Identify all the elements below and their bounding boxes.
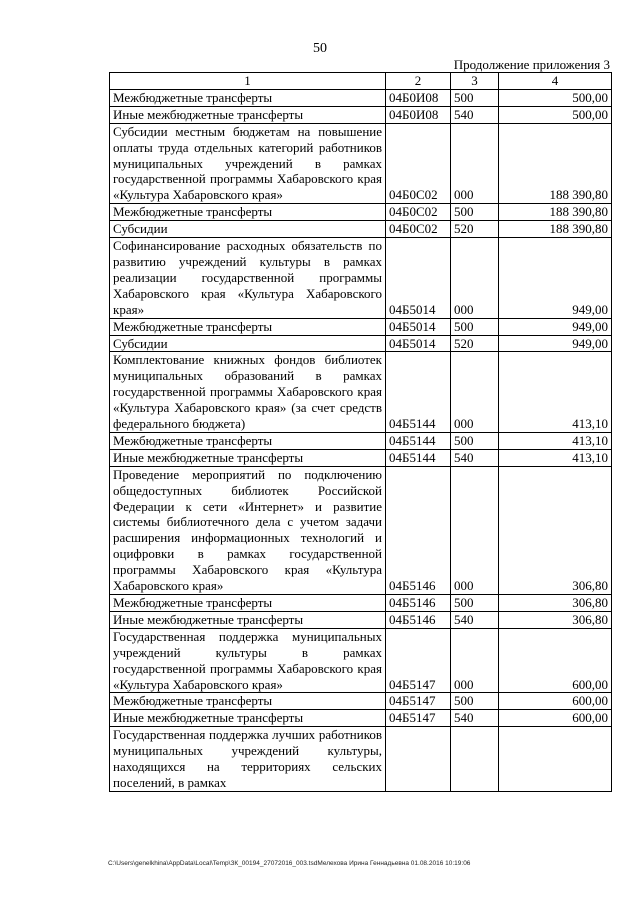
table-row [110,710,612,727]
row-type-cell: 000 [451,123,499,204]
row-code-cell: 04Б0И08 [386,89,451,106]
row-code-cell: 04Б0С02 [386,123,451,204]
row-code-cell: 04Б5147 [386,693,451,710]
row-name-cell: Проведение мероприятий по подключению общедоступных библиотек Российской Федерации к сети «Интернет» и развитие системы библиотечного дела с учетом задачи расширения информационных технологий и оцифровки в рамках государственной программы Хабаровского края «Культура Хабаровского края» [110,466,386,594]
row-code-cell: 04Б5144 [386,449,451,466]
row-amount-cell: 306,80 [499,611,612,628]
table-row [110,352,612,433]
row-type-cell: 520 [451,221,499,238]
row-name-cell: Комплектование книжных фондов библиотек муниципальных образований в рамках государственной программы Хабаровского края «Культура Хабаровского края» (за счет средств федерального бюджета) [110,352,386,433]
row-type-cell: 000 [451,628,499,693]
row-code-cell: 04Б0С02 [386,204,451,221]
row-code-cell: 04Б5147 [386,710,451,727]
row-name-cell: Иные межбюджетные трансферты [110,710,386,727]
row-name-cell: Иные межбюджетные трансферты [110,449,386,466]
header-col-1: 1 [110,73,386,90]
row-code-cell: 04Б5014 [386,318,451,335]
row-name-cell: Иные межбюджетные трансферты [110,106,386,123]
table-row [110,628,612,693]
table-row [110,432,612,449]
budget-table [109,72,612,792]
header-col-4: 4 [499,73,612,90]
table-row [110,727,612,792]
row-amount-cell: 306,80 [499,466,612,594]
table-row [110,238,612,319]
row-name-cell: Межбюджетные трансферты [110,89,386,106]
header-col-3: 3 [451,73,499,90]
row-amount-cell: 188 390,80 [499,123,612,204]
row-amount-cell: 500,00 [499,106,612,123]
row-amount-cell: 188 390,80 [499,221,612,238]
row-name-cell: Межбюджетные трансферты [110,318,386,335]
row-amount-cell: 413,10 [499,449,612,466]
row-amount-cell: 949,00 [499,238,612,319]
row-name-cell: Софинансирование расходных обязательств по развитию учреждений культуры в рамках реализации государственной программы Хабаровского края «Культура Хабаровского края» [110,238,386,319]
row-code-cell: 04Б5146 [386,611,451,628]
row-name-cell: Межбюджетные трансферты [110,432,386,449]
row-code-cell: 04Б5146 [386,466,451,594]
row-amount-cell: 600,00 [499,628,612,693]
table-row [110,693,612,710]
row-amount-cell: 500,00 [499,89,612,106]
row-code-cell: 04Б0С02 [386,221,451,238]
row-type-cell [451,727,499,792]
row-amount-cell: 188 390,80 [499,204,612,221]
row-type-cell: 500 [451,204,499,221]
row-type-cell: 500 [451,318,499,335]
row-name-cell: Государственная поддержка муниципальных учреждений культуры в рамках государственной программы Хабаровского края «Культура Хабаровского края» [110,628,386,693]
row-name-cell: Межбюджетные трансферты [110,693,386,710]
row-type-cell: 500 [451,595,499,612]
table-row [110,335,612,352]
row-name-cell: Государственная поддержка лучших работников муниципальных учреждений культуры, находящихся на территориях сельских поселений, в рамках [110,727,386,792]
table-row [110,106,612,123]
page-number: 50 [313,41,327,56]
row-name-cell: Межбюджетные трансферты [110,595,386,612]
row-type-cell: 540 [451,449,499,466]
row-type-cell: 520 [451,335,499,352]
table-row [110,595,612,612]
row-code-cell: 04Б5144 [386,352,451,433]
row-name-cell: Субсидии [110,221,386,238]
row-type-cell: 500 [451,432,499,449]
row-amount-cell: 306,80 [499,595,612,612]
file-path-footer: C:\Users\genelkhina\AppData\Local\Temp\ЗК_00194_27072016_003.tsdМелехова Ирина Геннадьевна 01.08.2016 10:19:06 [108,860,471,867]
table-row [110,611,612,628]
table-row [110,123,612,204]
row-amount-cell: 413,10 [499,432,612,449]
row-code-cell: 04Б5146 [386,595,451,612]
row-name-cell: Иные межбюджетные трансферты [110,611,386,628]
row-amount-cell: 600,00 [499,710,612,727]
appendix-continuation-label: Продолжение приложения 3 [453,57,610,72]
table-row [110,466,612,594]
table-row [110,449,612,466]
row-name-cell: Межбюджетные трансферты [110,204,386,221]
row-type-cell: 000 [451,352,499,433]
row-type-cell: 500 [451,693,499,710]
row-code-cell: 04Б5144 [386,432,451,449]
row-code-cell: 04Б0И08 [386,106,451,123]
row-name-cell: Субсидии [110,335,386,352]
row-code-cell [386,727,451,792]
row-code-cell: 04Б5014 [386,238,451,319]
row-amount-cell: 949,00 [499,335,612,352]
row-code-cell: 04Б5014 [386,335,451,352]
row-amount-cell [499,727,612,792]
row-type-cell: 000 [451,238,499,319]
table-row [110,318,612,335]
table-body [110,89,612,791]
row-amount-cell: 413,10 [499,352,612,433]
row-amount-cell: 949,00 [499,318,612,335]
row-name-cell: Субсидии местным бюджетам на повышение оплаты труда отдельных категорий работников муниципальных учреждений в рамках государственной программы Хабаровского края «Культура Хабаровского края» [110,123,386,204]
row-type-cell: 540 [451,611,499,628]
table-row [110,89,612,106]
row-type-cell: 000 [451,466,499,594]
table-header-row [110,73,612,90]
header-col-2: 2 [386,73,451,90]
row-type-cell: 500 [451,89,499,106]
table-row [110,204,612,221]
table-row [110,221,612,238]
row-type-cell: 540 [451,710,499,727]
row-type-cell: 540 [451,106,499,123]
row-amount-cell: 600,00 [499,693,612,710]
row-code-cell: 04Б5147 [386,628,451,693]
